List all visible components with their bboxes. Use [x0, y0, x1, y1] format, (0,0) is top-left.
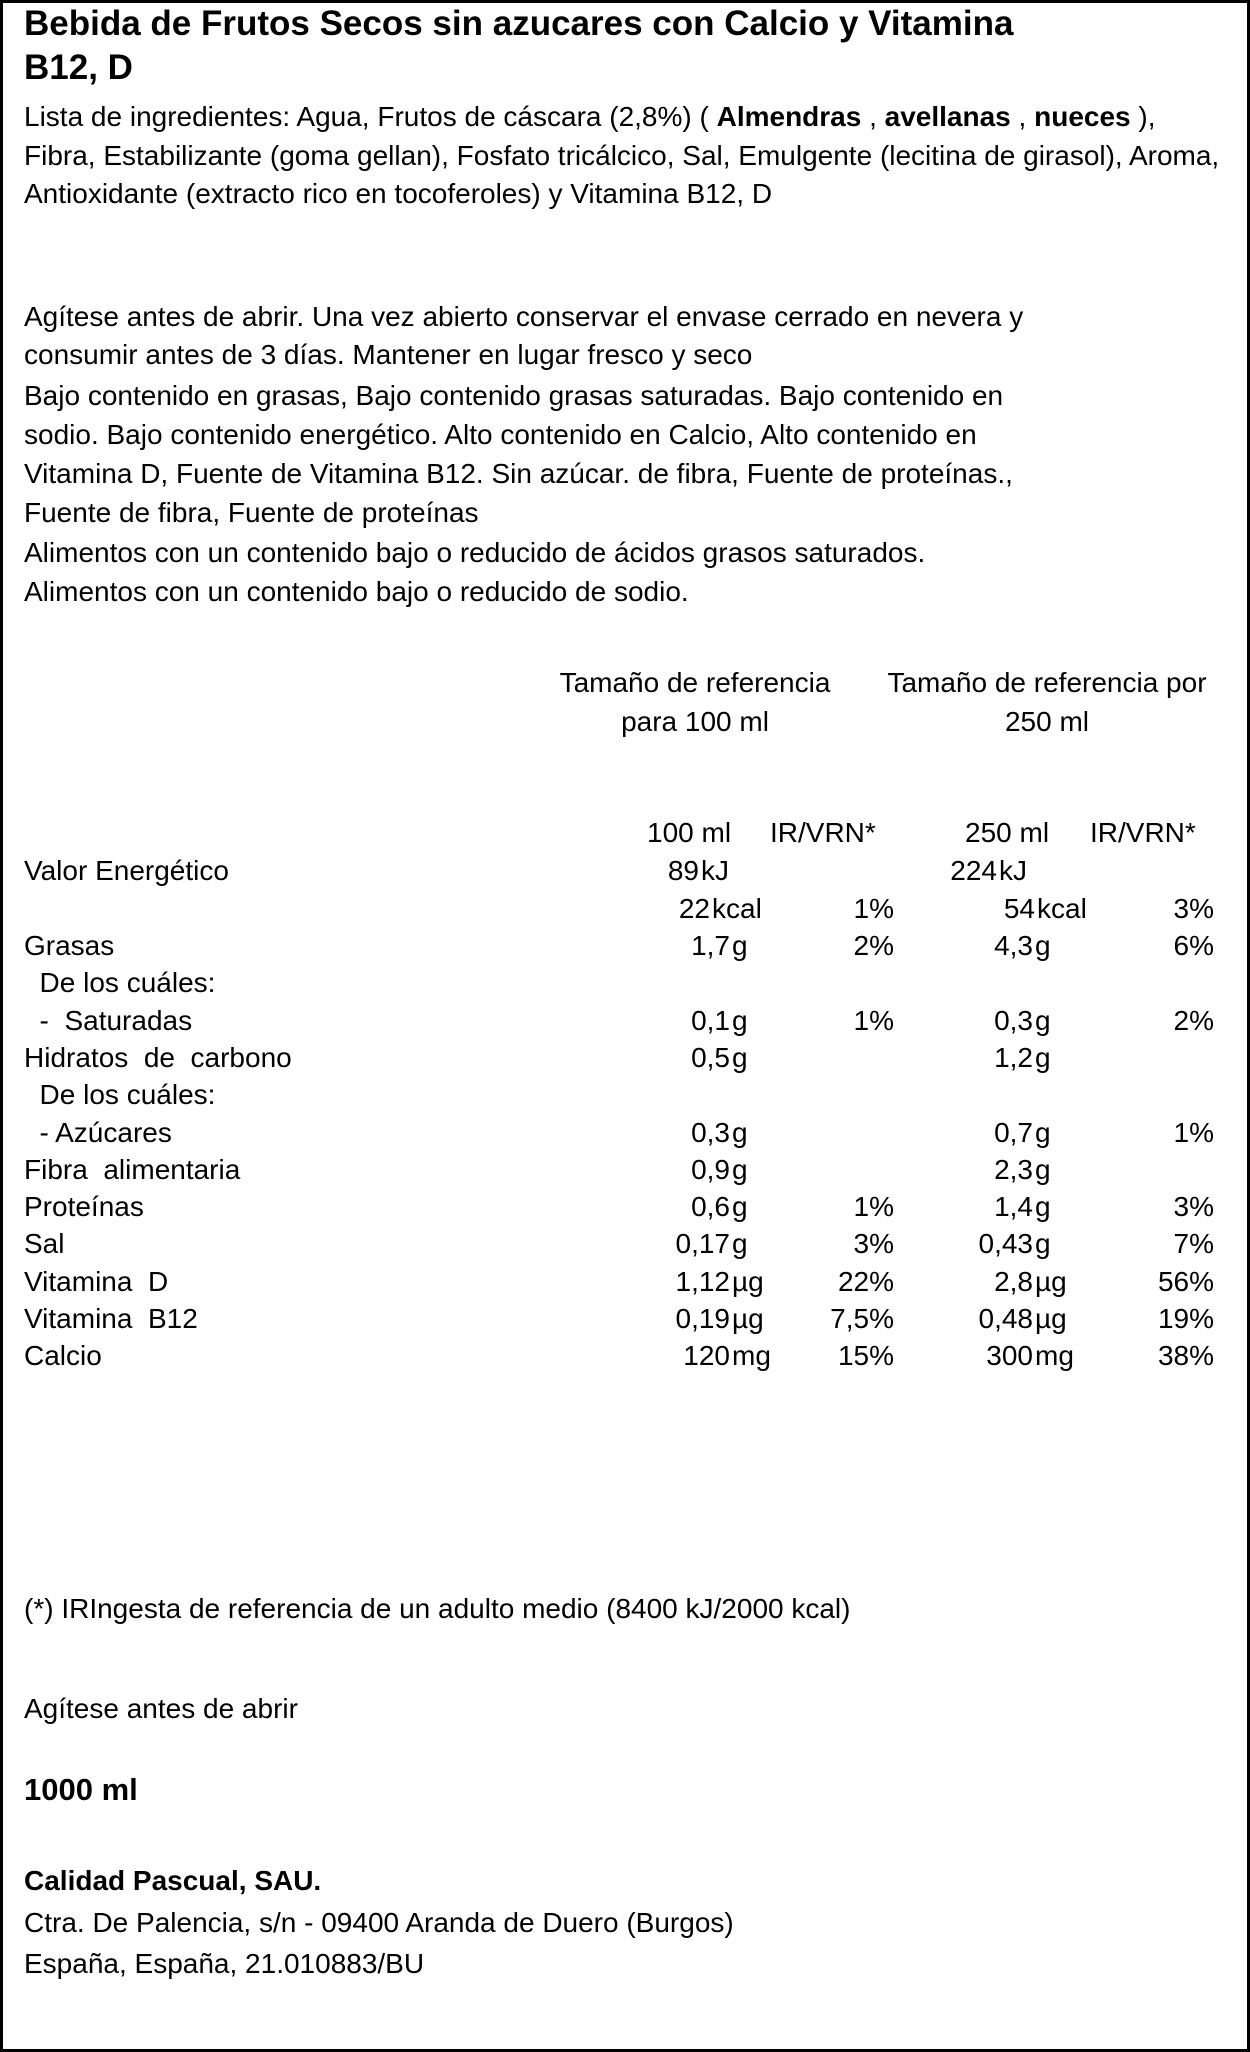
ref-100-header-line2: para 100 ml: [621, 706, 769, 737]
nutrient-label: De los cuáles:: [24, 1079, 216, 1110]
energy-kj-unit-100: kJ: [701, 855, 729, 886]
nutrient-value-100: 0,3: [691, 1117, 730, 1148]
nutrient-ir-250: 56%: [1157, 1266, 1214, 1297]
storage-line2: consumir antes de 3 días. Mantener en lugar fresco y seco: [24, 339, 753, 370]
company-name: Calidad Pascual, SAU.: [24, 1865, 322, 1896]
allergen-almendras: Almendras: [716, 101, 862, 132]
product-title-line1: Bebida de Frutos Secos sin azucares con Calcio y Vitamina: [24, 4, 1014, 43]
nutrient-value-100: 0,1: [691, 1005, 730, 1036]
nutrient-unit-250: g: [1035, 1154, 1051, 1185]
ingredients-sep2: ,: [1010, 101, 1035, 132]
storage-line1: Agítese antes de abrir. Una vez abierto conservar el envase cerrado en nevera y: [24, 301, 1024, 332]
ingredients-list: [24, 98, 1224, 214]
nutrient-value-250: 0,48: [978, 1303, 1033, 1334]
nutrient-ir-250: 19%: [1157, 1303, 1214, 1334]
nutrient-unit-100: g: [732, 1191, 748, 1222]
col-header-ir-250: IR/VRN*: [1090, 817, 1196, 848]
nutrient-label: Grasas: [24, 930, 115, 961]
nutrient-value-100: 1,7: [691, 930, 730, 961]
col-header-100ml: 100 ml: [647, 817, 732, 848]
allergen-avellanas: avellanas: [884, 101, 1011, 132]
claims-line4: Fuente de fibra, Fuente de proteínas: [24, 497, 479, 528]
nutrient-ir-250: 3%: [1173, 1191, 1214, 1222]
company-address: Ctra. De Palencia, s/n - 09400 Aranda de Duero (Burgos): [24, 1907, 734, 1938]
nutrient-label: Hidratos de carbono: [24, 1042, 292, 1073]
nutrient-label: - Saturadas: [24, 1005, 193, 1036]
nutrient-value-250: 4,3: [994, 930, 1033, 961]
nutrient-value-250: 0,43: [978, 1228, 1033, 1259]
nutrient-ir-250: 38%: [1157, 1340, 1214, 1371]
nutrient-value-100: 120: [683, 1340, 730, 1371]
nutrient-unit-250: g: [1035, 1005, 1051, 1036]
nutrient-value-100: 0,6: [691, 1191, 730, 1222]
energy-kcal-unit-250: kcal: [1037, 893, 1087, 924]
nutrient-unit-100: g: [732, 1154, 748, 1185]
nutrient-unit-100: µg: [732, 1303, 764, 1334]
nutrient-value-250: 2,8: [994, 1266, 1033, 1297]
nutrient-value-100: 0,5: [691, 1042, 730, 1073]
energy-kcal-unit-100: kcal: [712, 893, 762, 924]
nutrient-unit-100: g: [732, 1228, 748, 1259]
ingredients-suffix: ), Fibra, Estabilizante (goma gellan), Fosfato tricálcico, Sal, Emulgente (lecitina de girasol), Aroma, Antioxidante (extracto rico en tocoferoles) y Vitamina B12, D: [24, 101, 1220, 209]
nutrient-value-250: 1,2: [994, 1042, 1033, 1073]
nutrient-ir-100: 3%: [853, 1228, 894, 1259]
allergen-nueces: nueces: [1034, 101, 1131, 132]
energy-kj-100: 89: [667, 855, 699, 886]
nutrient-label: Sal: [24, 1228, 65, 1259]
nutrient-label: Vitamina D: [24, 1266, 169, 1297]
nutrient-ir-250: 2%: [1173, 1005, 1214, 1036]
foods-line1: Alimentos con un contenido bajo o reducido de ácidos grasos saturados.: [24, 537, 926, 568]
nutrient-unit-250: µg: [1035, 1303, 1067, 1334]
nutrient-label: Proteínas: [24, 1191, 144, 1222]
energy-kcal-100: 22: [678, 893, 710, 924]
nutrient-value-100: 0,19: [675, 1303, 730, 1334]
claims-line2: sodio. Bajo contenido energético. Alto contenido en Calcio, Alto contenido en: [24, 419, 977, 450]
energy-kj-250: 224: [950, 855, 997, 886]
energy-kj-unit-250: kJ: [999, 855, 1027, 886]
nutrient-ir-250: 6%: [1173, 930, 1214, 961]
energy-kcal-ir-250: 3%: [1173, 893, 1214, 924]
product-title-line2: B12, D: [24, 48, 133, 87]
foods-line2: Alimentos con un contenido bajo o reducido de sodio.: [24, 576, 689, 607]
ref-250-header-line2: 250 ml: [1004, 706, 1090, 737]
nutrient-unit-100: g: [732, 1005, 748, 1036]
nutrient-ir-250: 1%: [1173, 1117, 1214, 1148]
col-header-250ml: 250 ml: [965, 817, 1050, 848]
energy-kcal-ir-100: 1%: [853, 893, 894, 924]
claims-line3: Vitamina D, Fuente de Vitamina B12. Sin azúcar. de fibra, Fuente de proteínas.,: [24, 458, 1013, 489]
nutrient-value-100: 0,9: [691, 1154, 730, 1185]
nutrient-value-250: 1,4: [994, 1191, 1033, 1222]
nutrient-unit-100: g: [732, 1042, 748, 1073]
energy-label: Valor Energético: [24, 855, 229, 886]
nutrient-ir-100: 22%: [837, 1266, 894, 1297]
nutrient-value-250: 0,7: [994, 1117, 1033, 1148]
ingredients-prefix: Lista de ingredientes: Agua, Frutos de cáscara (2,8%) (: [24, 101, 717, 132]
nutrient-label: De los cuáles:: [24, 967, 216, 998]
nutrient-unit-250: g: [1035, 1228, 1051, 1259]
ref-250-header-line1: Tamaño de referencia por: [887, 667, 1207, 698]
nutrient-unit-250: mg: [1035, 1340, 1074, 1371]
shake-instruction: Agítese antes de abrir: [24, 1693, 298, 1724]
nutrient-ir-100: 2%: [853, 930, 894, 961]
nutrient-ir-100: 15%: [837, 1340, 894, 1371]
nutrient-unit-100: µg: [732, 1266, 764, 1297]
nutrient-unit-250: µg: [1035, 1266, 1067, 1297]
nutrient-unit-250: g: [1035, 930, 1051, 961]
nutrient-value-250: 0,3: [994, 1005, 1033, 1036]
energy-kcal-250: 54: [1003, 893, 1035, 924]
company-country: España, España, 21.010883/BU: [24, 1948, 425, 1979]
nutrient-value-250: 300: [986, 1340, 1033, 1371]
nutrient-unit-250: g: [1035, 1191, 1051, 1222]
nutrient-unit-100: g: [732, 1117, 748, 1148]
ir-footnote: (*) IRIngesta de referencia de un adulto medio (8400 kJ/2000 kcal): [24, 1593, 851, 1624]
col-header-ir-100: IR/VRN*: [770, 817, 876, 848]
nutrient-unit-250: g: [1035, 1042, 1051, 1073]
nutrient-value-250: 2,3: [994, 1154, 1033, 1185]
nutrient-label: - Azúcares: [24, 1117, 172, 1148]
nutrient-label: Vitamina B12: [24, 1303, 198, 1334]
nutrient-unit-250: g: [1035, 1117, 1051, 1148]
claims-line1: Bajo contenido en grasas, Bajo contenido grasas saturadas. Bajo contenido en: [24, 380, 1004, 411]
nutrient-unit-100: g: [732, 930, 748, 961]
ref-100-header-line1: Tamaño de referencia: [559, 667, 831, 698]
nutrient-unit-100: mg: [732, 1340, 771, 1371]
nutrient-value-100: 0,17: [675, 1228, 730, 1259]
net-volume: 1000 ml: [24, 1772, 138, 1807]
ingredients-sep1: ,: [861, 101, 885, 132]
nutrient-ir-100: 1%: [853, 1005, 894, 1036]
nutrient-label: Calcio: [24, 1340, 102, 1371]
nutrient-value-100: 1,12: [675, 1266, 730, 1297]
nutrient-ir-100: 7,5%: [830, 1303, 894, 1334]
nutrient-ir-250: 7%: [1173, 1228, 1214, 1259]
nutrient-label: Fibra alimentaria: [24, 1154, 241, 1185]
nutrient-ir-100: 1%: [853, 1191, 894, 1222]
